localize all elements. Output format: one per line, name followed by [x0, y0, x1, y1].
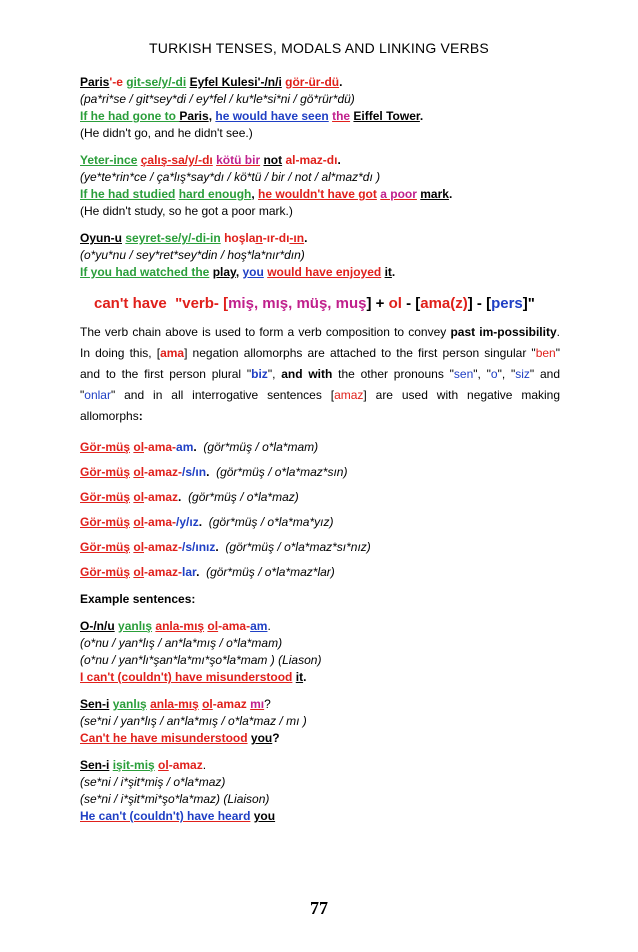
formula-heading: can't have "verb- [miş, mış, müş, muş] + ol - [ama(z)] - [pers]" — [94, 295, 535, 312]
suffix-e: '-e — [109, 75, 127, 89]
pronunciation: (ye*te*rin*ce / ça*lış*say*dı / kö*tü / bir / not / al*maz*dı ) — [80, 170, 381, 184]
conjugation-line: Gör-müş ol-amaz-lar. (gör*müş / o*la*maz*lar) — [80, 565, 335, 579]
page-number: 77 — [310, 898, 328, 918]
example-block-play — [80, 230, 560, 281]
example-block-study — [80, 152, 560, 220]
english-sentence: If you had watched the play, you would have enjoyed it. — [80, 265, 396, 279]
english-sentence: Can't he have misunderstood you? — [80, 731, 280, 745]
gloss: (He didn't go, and he didn't see.) — [80, 126, 253, 140]
word-eyfel-kulesi: Eyfel Kulesi'-/n/i — [189, 75, 282, 89]
english-sentence: If he had gone to Paris, he would have seen the Eiffel Tower. — [80, 109, 424, 123]
example-sentence-2 — [80, 696, 560, 747]
english-sentence: He can't (couldn't) have heard you — [80, 809, 276, 823]
conjugation-line: Gör-müş ol-amaz. (gör*müş / o*la*maz) — [80, 490, 299, 504]
explanation-paragraph: The verb chain above is used to form a verb composition to convey past im-possibility. In doing this, [ama] negation allomorphs are attached to the first person singular "ben" and to the first person plural "biz", and with the other pronouns "sen", "o", "siz" and "onlar" and in all interrogative sentences [amaz] are used with negative making allomorphs: — [80, 325, 561, 423]
turkish-sentence: Paris'-e git-se/y/-di Eyfel Kulesi'-/n/i gör-ür-dü. — [80, 75, 343, 89]
turkish-sentence: Oyun-u seyret-se/y/-di-in hoşlan-ır-dı-ın. — [80, 231, 308, 245]
conjugation-list — [80, 435, 560, 585]
example-block-paris — [80, 74, 560, 142]
turkish-sentence: Sen-i işit-miş ol-amaz. — [80, 758, 207, 772]
turkish-sentence: Sen-i yanlış anla-mış ol-amaz mı? — [80, 697, 271, 711]
turkish-sentence: O-/n/u yanlış anla-mış ol-ama-am. — [80, 619, 271, 633]
conjugation-line: Gör-müş ol-amaz-/s/ınız. (gör*müş / o*la*maz*sı*nız) — [80, 540, 371, 554]
page-content — [80, 74, 560, 831]
pronunciation: (pa*ri*se / git*sey*di / ey*fel / ku*le*si*ni / gö*rür*dü) — [80, 92, 355, 106]
pronunciation-liaison: (o*nu / yan*lı*şan*la*mı*şo*la*mam ) (Liason) — [80, 653, 322, 667]
conjugation-line: Gör-müş ol-ama-am. (gör*müş / o*la*mam) — [80, 440, 319, 454]
conjugation-line: Gör-müş ol-amaz-/s/ın. (gör*müş / o*la*maz*sın) — [80, 465, 348, 479]
turkish-sentence: Yeter-ince çalış-sa/y/-dı kötü bir not al-maz-dı. — [80, 153, 341, 167]
english-sentence: I can't (couldn't) have misunderstood it. — [80, 670, 307, 684]
pronunciation-liaison: (se*ni / i*şit*mi*şo*la*maz) (Liaison) — [80, 792, 270, 806]
pronunciation: (se*ni / i*şit*miş / o*la*maz) — [80, 775, 226, 789]
example-sentence-1 — [80, 618, 560, 686]
gloss: (He didn't study, so he got a poor mark.) — [80, 204, 293, 218]
example-sentence-3 — [80, 757, 560, 825]
pronunciation: (o*nu / yan*lış / an*la*mış / o*la*mam) — [80, 636, 283, 650]
conjugation-line: Gör-müş ol-ama-/y/ız. (gör*müş / o*la*ma*yız) — [80, 515, 334, 529]
word-gorurdu: gör-ür-dü — [285, 75, 340, 89]
examples-heading: Example sentences: — [80, 592, 196, 606]
pronunciation: (se*ni / yan*lış / an*la*mış / o*la*maz / mı ) — [80, 714, 307, 728]
pronunciation: (o*yu*nu / sey*ret*sey*din / hoş*la*nır*dın) — [80, 248, 305, 262]
english-sentence: If he had studied hard enough, he wouldn't have got a poor mark. — [80, 187, 453, 201]
word-gitseydi: git-se/y/-di — [126, 75, 187, 89]
running-header: TURKISH TENSES, MODALS AND LINKING VERBS — [149, 40, 489, 56]
word-paris: Paris — [80, 75, 110, 89]
